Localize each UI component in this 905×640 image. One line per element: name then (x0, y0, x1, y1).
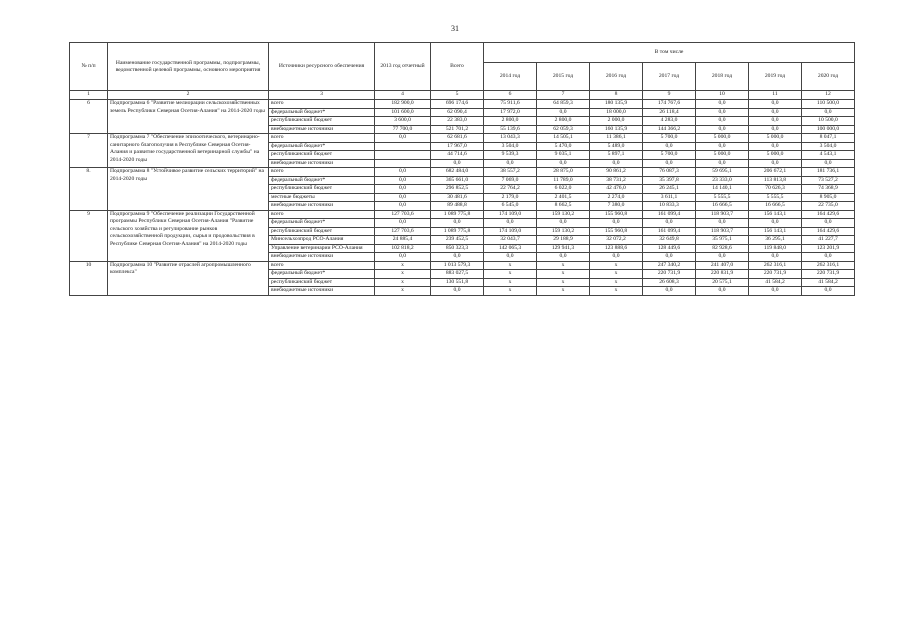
value-cell: 0,0 (802, 219, 855, 228)
value-cell (375, 151, 431, 160)
value-cell: 35 975,1 (696, 236, 749, 245)
value-cell: 62 059,3 (537, 125, 590, 134)
value-cell: 102 818,2 (375, 244, 431, 253)
value-cell: 0,0 (431, 219, 484, 228)
value-cell: 22 383,0 (431, 117, 484, 126)
value-cell: 20 575,1 (696, 278, 749, 287)
value-cell: 0,0 (375, 134, 431, 143)
value-cell: 8 047,1 (802, 134, 855, 143)
value-cell: 17 967,0 (431, 142, 484, 151)
value-cell: 100 000,0 (802, 125, 855, 134)
value-cell: 5 555,5 (696, 193, 749, 202)
funding-source: всего (269, 168, 375, 177)
value-cell: 181 736,1 (802, 168, 855, 177)
column-index: 2 (108, 91, 269, 100)
value-cell: 89 488,8 (431, 202, 484, 211)
column-index: 11 (749, 91, 802, 100)
value-cell: 0,0 (749, 253, 802, 262)
value-cell: 38 731,2 (590, 176, 643, 185)
value-cell: 0,0 (643, 287, 696, 296)
value-cell: 76 087,3 (643, 168, 696, 177)
value-cell: 0,0 (749, 100, 802, 109)
program-number: 6 (70, 100, 108, 134)
value-cell: x (484, 287, 537, 296)
value-cell: 6 022,0 (537, 185, 590, 194)
header-year: 2014 год (484, 63, 537, 91)
column-index: 6 (484, 91, 537, 100)
value-cell: 180 135,9 (590, 100, 643, 109)
value-cell: x (375, 278, 431, 287)
value-cell: 156 143,1 (749, 210, 802, 219)
value-cell: 1 013 579,3 (431, 261, 484, 270)
value-cell: 118 903,7 (696, 210, 749, 219)
value-cell: 0,0 (802, 159, 855, 168)
value-cell: 35 397,8 (643, 176, 696, 185)
funding-source: внебюджетные источники (269, 159, 375, 168)
value-cell: 159 130,2 (537, 227, 590, 236)
value-cell: 41 584,2 (802, 278, 855, 287)
value-cell: 41 227,7 (802, 236, 855, 245)
funding-source: федеральный бюджет* (269, 270, 375, 279)
funding-source: республиканский бюджет (269, 185, 375, 194)
value-cell: 24 885,4 (375, 236, 431, 245)
program-name: Подпрограмма 10 "Развитие отраслей агропромышленного комплекса" (108, 261, 269, 295)
value-cell: 0,0 (802, 287, 855, 296)
table-row (70, 134, 855, 143)
value-cell: 128 449,6 (643, 244, 696, 253)
funding-source: республиканский бюджет (269, 278, 375, 287)
value-cell: 0,0 (375, 253, 431, 262)
program-name: Подпрограмма 6 "Развитие мелиорации сельскохозяйственных земель Республики Северная Осетия-Алания" на 2014-2020 годы (108, 100, 269, 134)
value-cell: 110 500,0 (802, 100, 855, 109)
value-cell: 22 764,2 (484, 185, 537, 194)
value-cell: x (484, 261, 537, 270)
value-cell: 26 245,1 (643, 185, 696, 194)
value-cell: 220 731,9 (749, 270, 802, 279)
value-cell: 73 527,2 (802, 176, 855, 185)
header-2013: 2013 год отчетный (375, 43, 431, 91)
value-cell: x (537, 278, 590, 287)
value-cell: 127 703,6 (375, 210, 431, 219)
value-cell: 32 649,8 (643, 236, 696, 245)
program-number: 8. (70, 168, 108, 211)
value-cell: 62 090,4 (431, 108, 484, 117)
funding-source: внебюджетные источники (269, 253, 375, 262)
value-cell: 123 201,9 (802, 244, 855, 253)
value-cell: 90 861,2 (590, 168, 643, 177)
value-cell: x (375, 287, 431, 296)
value-cell: 5 000,0 (749, 151, 802, 160)
value-cell: 26 118,4 (643, 108, 696, 117)
value-cell: 36 295,1 (749, 236, 802, 245)
value-cell: 11 789,0 (537, 176, 590, 185)
column-index: 1 (70, 91, 108, 100)
value-cell: 247 340,2 (643, 261, 696, 270)
value-cell: 127 703,6 (375, 227, 431, 236)
value-cell: 13 043,3 (484, 134, 537, 143)
value-cell: 17 972,0 (484, 108, 537, 117)
value-cell: 0,0 (537, 108, 590, 117)
value-cell: 696 174,6 (431, 100, 484, 109)
header-name: Наименование государственной программы, подпрограммы, ведомственной целевой программы, основного мероприятия (108, 43, 269, 91)
value-cell: 0,0 (696, 100, 749, 109)
value-cell: 164 429,6 (802, 210, 855, 219)
value-cell: 883 027,5 (431, 270, 484, 279)
value-cell: 0,0 (431, 287, 484, 296)
value-cell: 5 470,0 (537, 142, 590, 151)
column-index: 8 (590, 91, 643, 100)
funding-source: всего (269, 100, 375, 109)
value-cell: x (590, 287, 643, 296)
value-cell: 0,0 (484, 219, 537, 228)
value-cell: 0,0 (749, 142, 802, 151)
value-cell: 118 903,7 (696, 227, 749, 236)
value-cell: 8 662,5 (537, 202, 590, 211)
value-cell: 159 130,2 (537, 210, 590, 219)
value-cell: 5 000,0 (696, 151, 749, 160)
value-cell: 32 043,7 (484, 236, 537, 245)
value-cell: 0,0 (537, 253, 590, 262)
value-cell: 5 000,0 (749, 134, 802, 143)
funding-source: республиканский бюджет (269, 151, 375, 160)
value-cell: 0,0 (749, 159, 802, 168)
value-cell: 174 767,6 (643, 100, 696, 109)
value-cell: 62 681,6 (431, 134, 484, 143)
value-cell: x (537, 287, 590, 296)
value-cell: 5 000,0 (696, 134, 749, 143)
value-cell: 0,0 (375, 176, 431, 185)
value-cell: 3 504,0 (802, 142, 855, 151)
value-cell: 77 700,0 (375, 125, 431, 134)
value-cell: 55 139,6 (484, 125, 537, 134)
value-cell: 119 848,0 (749, 244, 802, 253)
program-name: Подпрограмма 8 "Устойчивое развитие сельских территорий" на 2014-2020 годы (108, 168, 269, 211)
value-cell (375, 159, 431, 168)
value-cell: 142 065,3 (484, 244, 537, 253)
value-cell: 0,0 (590, 159, 643, 168)
value-cell: 3 504,0 (484, 142, 537, 151)
value-cell: 241 407,0 (696, 261, 749, 270)
value-cell: 0,0 (749, 108, 802, 117)
value-cell: 220 731,9 (802, 270, 855, 279)
value-cell: 156 143,1 (749, 227, 802, 236)
value-cell: 0,0 (431, 253, 484, 262)
value-cell: x (590, 270, 643, 279)
value-cell: 7 069,0 (484, 176, 537, 185)
value-cell: 206 672,1 (749, 168, 802, 177)
funding-source: местные бюджеты (269, 193, 375, 202)
value-cell: 41 584,2 (749, 278, 802, 287)
value-cell: 0,0 (537, 219, 590, 228)
funding-source: всего (269, 261, 375, 270)
value-cell: 161 099,4 (643, 210, 696, 219)
column-index: 7 (537, 91, 590, 100)
value-cell: 10 500,0 (802, 117, 855, 126)
value-cell: 521 701,2 (431, 125, 484, 134)
value-cell: 3 600,0 (375, 117, 431, 126)
value-cell: 850 323,3 (431, 244, 484, 253)
value-cell: 2 800,0 (484, 117, 537, 126)
value-cell: 113 813,8 (749, 176, 802, 185)
value-cell: 16 666,5 (749, 202, 802, 211)
value-cell: 0,0 (484, 159, 537, 168)
value-cell: 0,0 (696, 159, 749, 168)
page-number: 31 (451, 24, 459, 33)
funding-source: внебюджетные источники (269, 202, 375, 211)
value-cell: 101 600,0 (375, 108, 431, 117)
value-cell: x (537, 261, 590, 270)
value-cell: 4 543,1 (802, 151, 855, 160)
funding-source: республиканский бюджет (269, 117, 375, 126)
value-cell: 0,0 (802, 253, 855, 262)
program-number: 10 (70, 261, 108, 295)
value-cell: x (375, 261, 431, 270)
value-cell: 18 000,0 (590, 108, 643, 117)
value-cell: 174 109,0 (484, 210, 537, 219)
value-cell: 155 960,8 (590, 227, 643, 236)
value-cell: 5 489,0 (590, 142, 643, 151)
table-row (70, 210, 855, 219)
value-cell: 0,0 (643, 142, 696, 151)
value-cell: 0,0 (643, 159, 696, 168)
funding-source: федеральный бюджет* (269, 176, 375, 185)
header-no: № п/п (70, 43, 108, 91)
column-index: 9 (643, 91, 696, 100)
value-cell: 38 557,2 (484, 168, 537, 177)
column-index: 10 (696, 91, 749, 100)
header-year: 2018 год (696, 63, 749, 91)
value-cell: 5 555,5 (749, 193, 802, 202)
column-index: 3 (269, 91, 375, 100)
value-cell: 160 135,9 (590, 125, 643, 134)
value-cell: 32 072,2 (590, 236, 643, 245)
funding-source: внебюджетные источники (269, 125, 375, 134)
value-cell: 6 545,0 (484, 202, 537, 211)
value-cell: 59 695,1 (696, 168, 749, 177)
value-cell: 2 179,0 (484, 193, 537, 202)
value-cell: 0,0 (375, 193, 431, 202)
funding-source: внебюджетные источники (269, 287, 375, 296)
value-cell: x (537, 270, 590, 279)
value-cell: 0,0 (375, 219, 431, 228)
value-cell: x (590, 278, 643, 287)
value-cell: 0,0 (749, 219, 802, 228)
value-cell: 682 484,0 (431, 168, 484, 177)
value-cell: 9 539,3 (484, 151, 537, 160)
value-cell: 296 852,5 (431, 185, 484, 194)
value-cell: 130 551,8 (431, 278, 484, 287)
value-cell: 23 333,0 (696, 176, 749, 185)
value-cell: 365 661,0 (431, 176, 484, 185)
value-cell: 262 316,1 (749, 261, 802, 270)
header-year: 2015 год (537, 63, 590, 91)
value-cell: 164 429,6 (802, 227, 855, 236)
header-source: Источники ресурсного обеспечения (269, 43, 375, 91)
value-cell: 0,0 (696, 287, 749, 296)
value-cell: 5 700,0 (643, 134, 696, 143)
table-row (70, 168, 855, 177)
funding-source: всего (269, 134, 375, 143)
value-cell: 239 452,5 (431, 236, 484, 245)
value-cell: 1 089 775,8 (431, 227, 484, 236)
value-cell: x (375, 270, 431, 279)
value-cell: 220 831,9 (696, 270, 749, 279)
header-year: 2019 год (749, 63, 802, 91)
value-cell: 5 897,1 (590, 151, 643, 160)
value-cell: 123 888,6 (590, 244, 643, 253)
budget-table (69, 42, 855, 296)
value-cell: 0,0 (696, 125, 749, 134)
header-total: Всего (431, 43, 484, 91)
value-cell: x (484, 278, 537, 287)
funding-source: федеральный бюджет* (269, 108, 375, 117)
program-number: 9 (70, 210, 108, 261)
value-cell: 144 366,2 (643, 125, 696, 134)
table-row (70, 100, 855, 109)
value-cell: 262 316,1 (802, 261, 855, 270)
program-name: Подпрограмма 7 "Обеспечение эпизоотического, ветеринарно-санитарного благополучия в Республике Северная Осетия-Алания и развитие государственной ветеринарной службы" на 2014-2020 годы (108, 134, 269, 168)
program-number: 7 (70, 134, 108, 168)
value-cell (375, 142, 431, 151)
value-cell: 4 283,0 (643, 117, 696, 126)
value-cell: 0,0 (590, 253, 643, 262)
value-cell: 1 089 775,8 (431, 210, 484, 219)
value-cell: 0,0 (375, 185, 431, 194)
value-cell: 28 875,0 (537, 168, 590, 177)
funding-source: федеральный бюджет* (269, 219, 375, 228)
header-year: 2020 год (802, 63, 855, 91)
program-name: Подпрограмма 9 "Обеспечение реализации Государственной программы Республики Северная Осетия-Алания "Развитие сельского хозяйства и регулирование рынков сельскохозяйственной продукции, сырья и продовольствия в Республике Северная Осетия-Алания" на 2014-2020 годы (108, 210, 269, 261)
value-cell: 26 608,3 (643, 278, 696, 287)
value-cell: 129 941,3 (537, 244, 590, 253)
funding-source: республиканский бюджет (269, 227, 375, 236)
value-cell: 0,0 (484, 253, 537, 262)
value-cell: x (484, 270, 537, 279)
column-index: 5 (431, 91, 484, 100)
value-cell: 0,0 (749, 125, 802, 134)
value-cell: 14 505,1 (537, 134, 590, 143)
column-index: 4 (375, 91, 431, 100)
value-cell: 0,0 (696, 108, 749, 117)
header-incl: В том числе (484, 43, 855, 63)
value-cell: 0,0 (696, 117, 749, 126)
table-row (70, 261, 855, 270)
value-cell: 2 274,0 (590, 193, 643, 202)
value-cell: 0,0 (696, 219, 749, 228)
value-cell: 3 611,1 (643, 193, 696, 202)
value-cell: 0,0 (749, 287, 802, 296)
value-cell: 0,0 (431, 159, 484, 168)
funding-source: Управление ветеринарии РСО-Алания (269, 244, 375, 253)
value-cell: 74 368,9 (802, 185, 855, 194)
value-cell: 220 731,9 (643, 270, 696, 279)
value-cell: 8 905,0 (802, 193, 855, 202)
funding-source: Минсельхозпрод РСО-Алания (269, 236, 375, 245)
value-cell: 70 626,3 (749, 185, 802, 194)
value-cell: 75 911,6 (484, 100, 537, 109)
value-cell: 155 960,8 (590, 210, 643, 219)
funding-source: всего (269, 210, 375, 219)
value-cell: 0,0 (537, 159, 590, 168)
header-year: 2017 год (643, 63, 696, 91)
value-cell: 7 380,0 (590, 202, 643, 211)
value-cell: 0,0 (696, 253, 749, 262)
value-cell: 10 833,3 (643, 202, 696, 211)
funding-source: федеральный бюджет* (269, 142, 375, 151)
value-cell: 9 035,1 (537, 151, 590, 160)
value-cell: 0,0 (696, 142, 749, 151)
value-cell: 0,0 (590, 219, 643, 228)
value-cell: 29 188,9 (537, 236, 590, 245)
column-index: 12 (802, 91, 855, 100)
value-cell: 5 700,0 (643, 151, 696, 160)
value-cell: 174 109,0 (484, 227, 537, 236)
value-cell: 0,0 (749, 117, 802, 126)
value-cell: 30 481,6 (431, 193, 484, 202)
value-cell: 0,0 (643, 219, 696, 228)
value-cell: 82 928,6 (696, 244, 749, 253)
value-cell: 161 099,4 (643, 227, 696, 236)
value-cell: 64 859,3 (537, 100, 590, 109)
value-cell: 22 735,0 (802, 202, 855, 211)
value-cell: 2 000,0 (590, 117, 643, 126)
value-cell: 16 666,5 (696, 202, 749, 211)
value-cell: 0,0 (802, 108, 855, 117)
value-cell: 0,0 (643, 253, 696, 262)
value-cell: 44 714,6 (431, 151, 484, 160)
value-cell: 2 800,0 (537, 117, 590, 126)
value-cell: 42 476,0 (590, 185, 643, 194)
value-cell: 182 900,0 (375, 100, 431, 109)
value-cell: 0,0 (375, 168, 431, 177)
header-year: 2016 год (590, 63, 643, 91)
value-cell: x (590, 261, 643, 270)
value-cell: 11 386,1 (590, 134, 643, 143)
value-cell: 2 401,5 (537, 193, 590, 202)
value-cell: 0,0 (375, 202, 431, 211)
value-cell: 14 140,1 (696, 185, 749, 194)
